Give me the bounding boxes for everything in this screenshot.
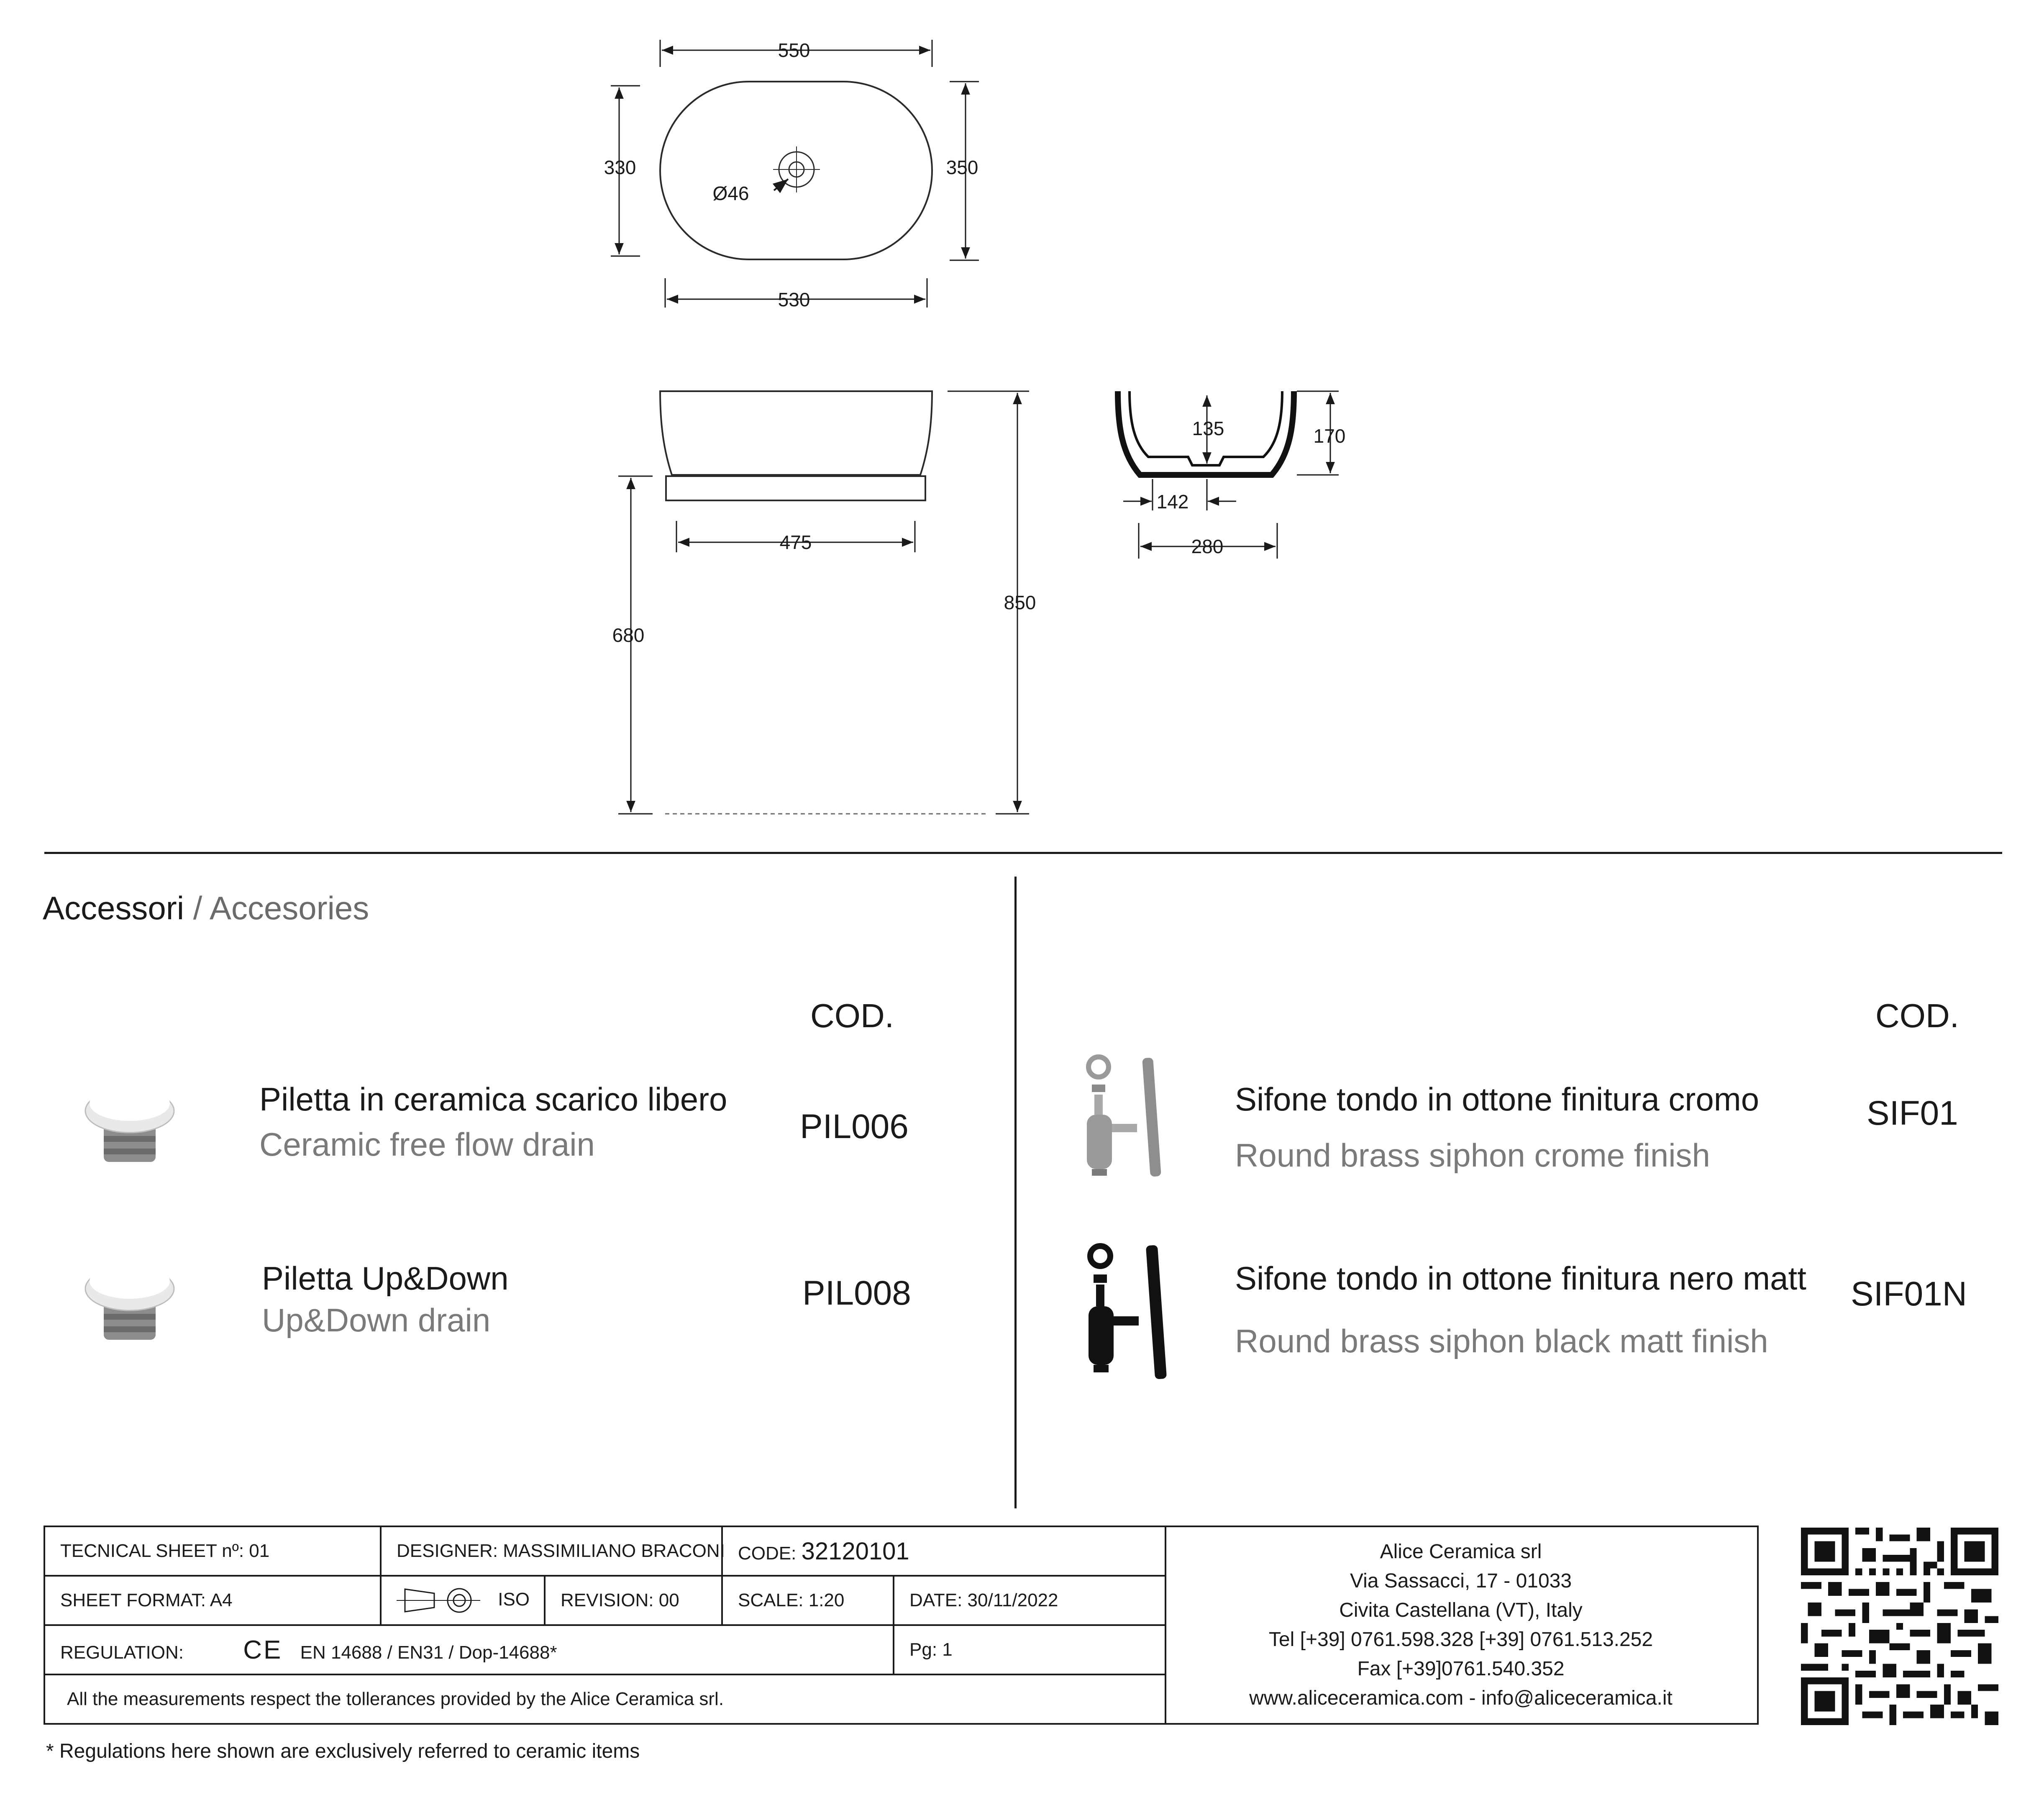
code-cell	[722, 1526, 1165, 1576]
page-cell: Pg: 1	[894, 1625, 1165, 1674]
section-divider	[44, 852, 2002, 854]
qr-code-icon	[1801, 1528, 1998, 1725]
item-code: SIF01	[1867, 1094, 1958, 1132]
item-code: PIL008	[802, 1274, 911, 1312]
ceramic-drain-icon	[79, 1077, 180, 1169]
heading-it: Accessori	[43, 890, 184, 926]
revision-cell: REVISION: 00	[545, 1576, 722, 1625]
date-cell: DATE: 30/11/2022	[894, 1576, 1165, 1625]
company-web: www.aliceceramica.com - info@aliceceramica.it	[1249, 1687, 1673, 1709]
dim-hole: Ø46	[712, 182, 749, 204]
front-view	[618, 391, 1029, 814]
accessories-heading	[43, 889, 369, 927]
code-value: 32120101	[801, 1537, 909, 1565]
company-address: Via Sassacci, 17 - 01033	[1350, 1570, 1572, 1592]
item-name-it: Sifone tondo in ottone finitura nero matt	[1235, 1260, 1806, 1297]
designer-cell: DESIGNER: MASSIMILIANO BRACONI	[381, 1526, 722, 1576]
dim-135: 135	[1192, 418, 1224, 439]
ce-mark: CE	[243, 1635, 283, 1664]
column-divider	[1014, 877, 1017, 1508]
regulation-cell	[44, 1625, 894, 1674]
dim-550: 550	[778, 39, 810, 61]
item-name-en: Round brass siphon crome finish	[1235, 1137, 1710, 1174]
sheet-format-cell: SHEET FORMAT: A4	[44, 1576, 381, 1625]
item-name-en: Ceramic free flow drain	[259, 1126, 595, 1163]
item-code: PIL006	[800, 1108, 909, 1146]
cod-label-right: COD.	[1875, 997, 1959, 1034]
basin-outline-front	[660, 391, 932, 475]
counter-top	[666, 476, 925, 500]
item-name-en: Up&Down drain	[262, 1302, 491, 1338]
projection-symbol-icon	[397, 1586, 480, 1615]
item-name-it: Piletta Up&Down	[262, 1260, 509, 1297]
drain-hole-symbol	[773, 146, 820, 192]
item-name-it: Sifone tondo in ottone finitura cromo	[1235, 1081, 1760, 1118]
dim-280: 280	[1191, 536, 1224, 557]
dim-530: 530	[778, 289, 810, 310]
dim-330: 330	[604, 156, 636, 178]
item-name-it: Piletta in ceramica scarico libero	[259, 1081, 727, 1118]
top-view	[611, 40, 979, 308]
company-city: Civita Castellana (VT), Italy	[1339, 1599, 1583, 1621]
title-block	[44, 1526, 1166, 1725]
cod-label-left: COD.	[810, 997, 894, 1034]
dim-170: 170	[1313, 425, 1346, 447]
section-view	[1118, 391, 1339, 559]
scale-cell: SCALE: 1:20	[722, 1576, 894, 1625]
iso-label: ISO	[498, 1589, 530, 1610]
black-siphon-icon	[1079, 1242, 1196, 1384]
dim-350: 350	[946, 156, 978, 178]
tolerance-cell: All the measurements respect the tollerances provided by the Alice Ceramica srl.	[44, 1674, 1165, 1724]
item-name-en: Round brass siphon black matt finish	[1235, 1323, 1768, 1359]
chrome-siphon-icon	[1079, 1054, 1196, 1180]
company-info	[1165, 1526, 1759, 1725]
dim-850: 850	[1004, 592, 1036, 613]
heading-separator: /	[184, 890, 210, 926]
regulation-footnote: * Regulations here shown are exclusively referred to ceramic items	[46, 1740, 640, 1762]
regulation-label: REGULATION:	[60, 1642, 184, 1663]
updown-drain-icon	[79, 1255, 180, 1347]
company-fax: Fax [+39]0761.540.352	[1357, 1658, 1565, 1680]
code-label: CODE:	[738, 1543, 797, 1564]
dim-475: 475	[779, 531, 812, 553]
dim-142: 142	[1156, 491, 1189, 513]
tech-sheet-cell: TECNICAL SHEET nº: 01	[44, 1526, 381, 1576]
heading-en: Accesories	[209, 890, 369, 926]
iso-cell	[381, 1576, 545, 1625]
item-code: SIF01N	[1851, 1275, 1967, 1313]
company-name: Alice Ceramica srl	[1380, 1541, 1542, 1563]
company-tel: Tel [+39] 0761.598.328 [+39] 0761.513.252	[1268, 1628, 1653, 1651]
dim-680: 680	[612, 624, 645, 646]
regulation-text: EN 14688 / EN31 / Dop-14688*	[300, 1642, 557, 1663]
technical-drawing	[0, 0, 2044, 854]
